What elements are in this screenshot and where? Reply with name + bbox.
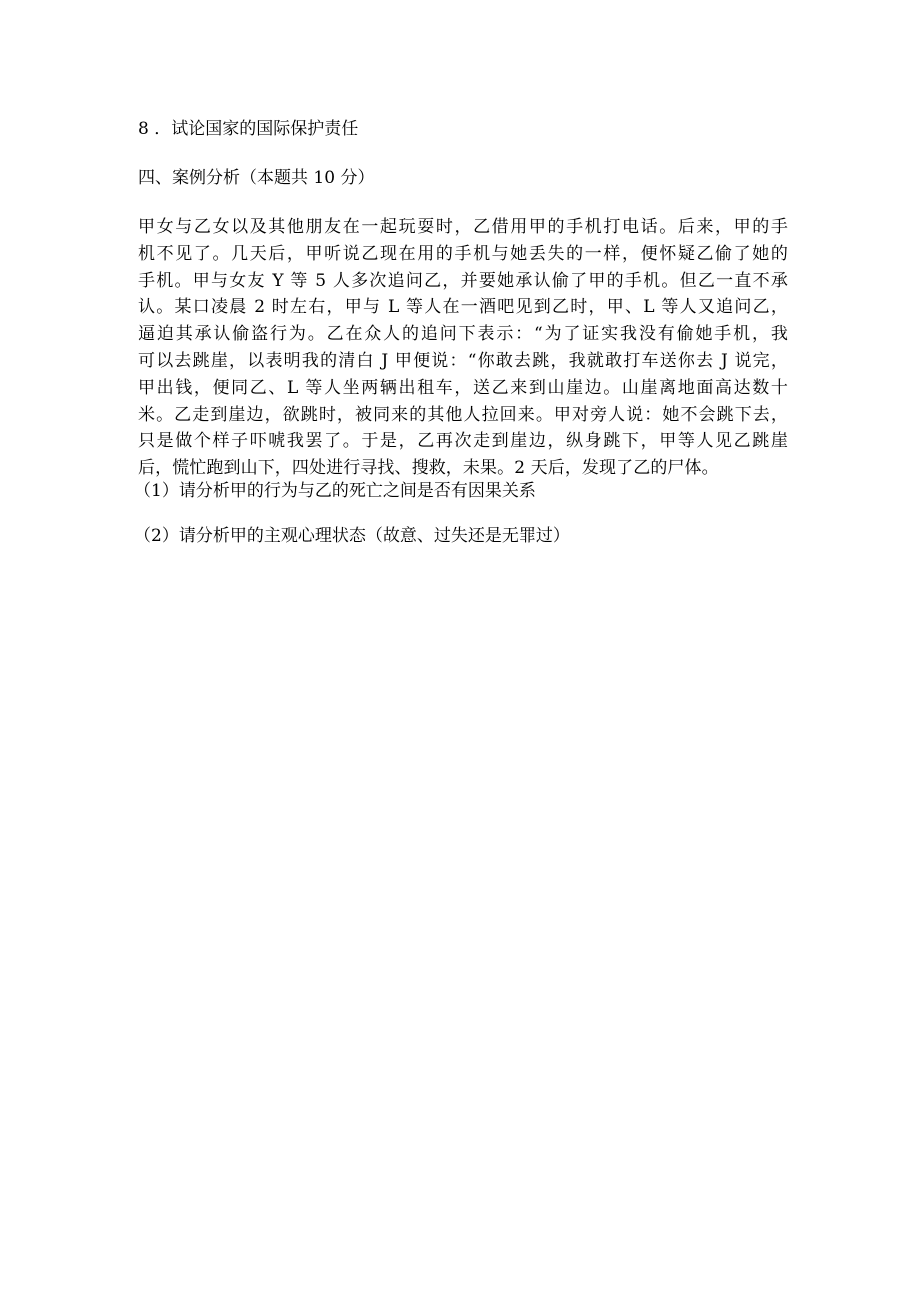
case-paragraph-line: 甲女与乙女以及其他朋友在一起玩耍时，乙借用甲的手机打电话。后来，甲的手 (138, 217, 788, 237)
sub-question-2: （2）请分析甲的主观心理状态（故意、过失还是无罪过） (134, 526, 570, 546)
case-paragraph-line: 米。乙走到崖边，欲跳时，被同来的其他人拉回来。甲对旁人说：她不会跳下去， (138, 404, 788, 425)
case-paragraph-line: 后，慌忙跑到山下，四处进行寻找、搜救，未果。2 天后，发现了乙的尸体。 (138, 458, 719, 479)
case-paragraph-line: 可以去跳崖，以表明我的清白 J 甲便说：“你敢去跳，我就敢打车送你去 J 说完， (138, 350, 788, 371)
case-paragraph-line: 手机。甲与女友 Y 等 5 人多次追问乙，并要她承认偷了甲的手机。但乙一直不承 (138, 270, 788, 291)
case-paragraph (138, 214, 788, 482)
case-paragraph-line: 机不见了。几天后，甲听说乙现在用的手机与她丢失的一样，便怀疑乙偷了她的 (138, 243, 788, 264)
case-paragraph-line: 逼迫其承认偷盗行为。乙在众人的追问下表示：“为了证实我没有偷她手机，我 (138, 324, 788, 345)
case-paragraph-line: 认。某口凌晨 2 时左右，甲与 L 等人在一酒吧见到乙时，甲、L 等人又追问乙， (138, 297, 788, 318)
sub-question-1: （1）请分析甲的行为与乙的死亡之间是否有因果关系 (134, 481, 536, 501)
case-paragraph-line: 只是做个样子吓唬我罢了。于是，乙再次走到崖边，纵身跳下，甲等人见乙跳崖 (138, 431, 788, 452)
case-paragraph-line: 甲出钱，便同乙、L 等人坐两辆出租车，送乙来到山崖边。山崖离地面高达数十 (138, 377, 788, 398)
section-heading: 四、案例分析（本题共 10 分） (138, 168, 375, 188)
question-8: 8 ．试论国家的国际保护责任 (138, 119, 359, 139)
